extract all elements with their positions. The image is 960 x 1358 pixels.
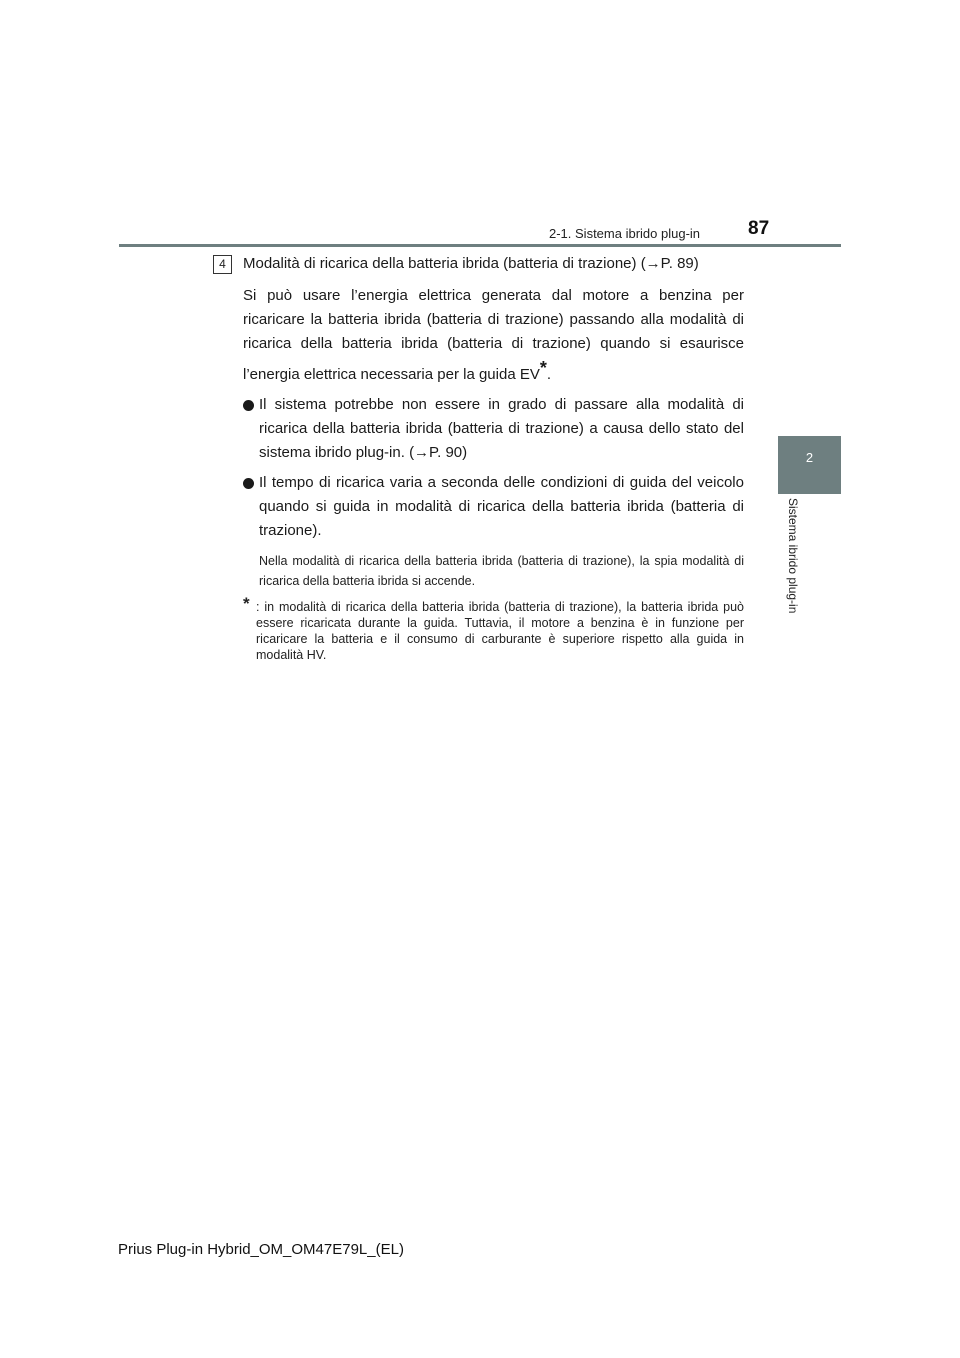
bullet-item (243, 393, 744, 465)
item-number-badge: 4 (213, 255, 232, 274)
chapter-tab-label-area (778, 498, 808, 638)
item-description (243, 284, 744, 387)
item-heading (211, 252, 744, 276)
bullet-dot-icon (243, 478, 254, 489)
bullet-text: Il tempo di ricarica varia a seconda delle condizioni di guida del veicolo quando si guida in modalità di ricarica della batteria ibrida (batteria di trazione). (259, 474, 744, 539)
bullet-dot-icon (243, 400, 254, 411)
manual-id-footer: Prius Plug-in Hybrid_OM_OM47E79L_(EL) (118, 1241, 404, 1258)
footnote-mark: * (243, 594, 250, 613)
bullet-text: Il sistema potrebbe non essere in grado di passare alla modalità di ricarica della batteria ibrida (batteria di trazione) a causa dello stato del sistema ibrido plug-in. (→P. 90) (259, 396, 744, 461)
chapter-title: Sistema ibrido plug-in (786, 498, 800, 614)
page-number: 87 (748, 218, 770, 239)
description-end: . (546, 366, 552, 383)
header-divider (119, 244, 841, 247)
footnote-text: : in modalità di ricarica della batteria ibrida (batteria di trazione), la batteria ibrida può essere ricaricata durante la guida. Tuttavia, il motore a benzina è in funzione per ricaricare la batteria e il consumo di carburante è superiore rispetto alla guida in modalità HV. (256, 600, 744, 662)
indicator-note: Nella modalità di ricarica della batteria ibrida (batteria di trazione), la spia modalità di ricarica della batteria ibrida si accende. (259, 554, 744, 588)
item-title: Modalità di ricarica della batteria ibrida (batteria di trazione) (→P. 89) (243, 255, 699, 272)
main-content (211, 252, 744, 663)
description-text: Si può usare l’energia elettrica generata dal motore a benzina per ricaricare la batteria ibrida (batteria di trazione) passando alla modalità di ricarica della batteria ibrida (batteria di trazione) quando si esaurisce l’energia elettrica necessaria per la guida EV (243, 287, 744, 383)
chapter-tab: 2 (778, 436, 841, 494)
footnote (243, 594, 744, 663)
section-title: 2-1. Sistema ibrido plug-in (549, 226, 701, 241)
bullet-item (243, 471, 744, 543)
footnote-reference: * (539, 358, 547, 378)
